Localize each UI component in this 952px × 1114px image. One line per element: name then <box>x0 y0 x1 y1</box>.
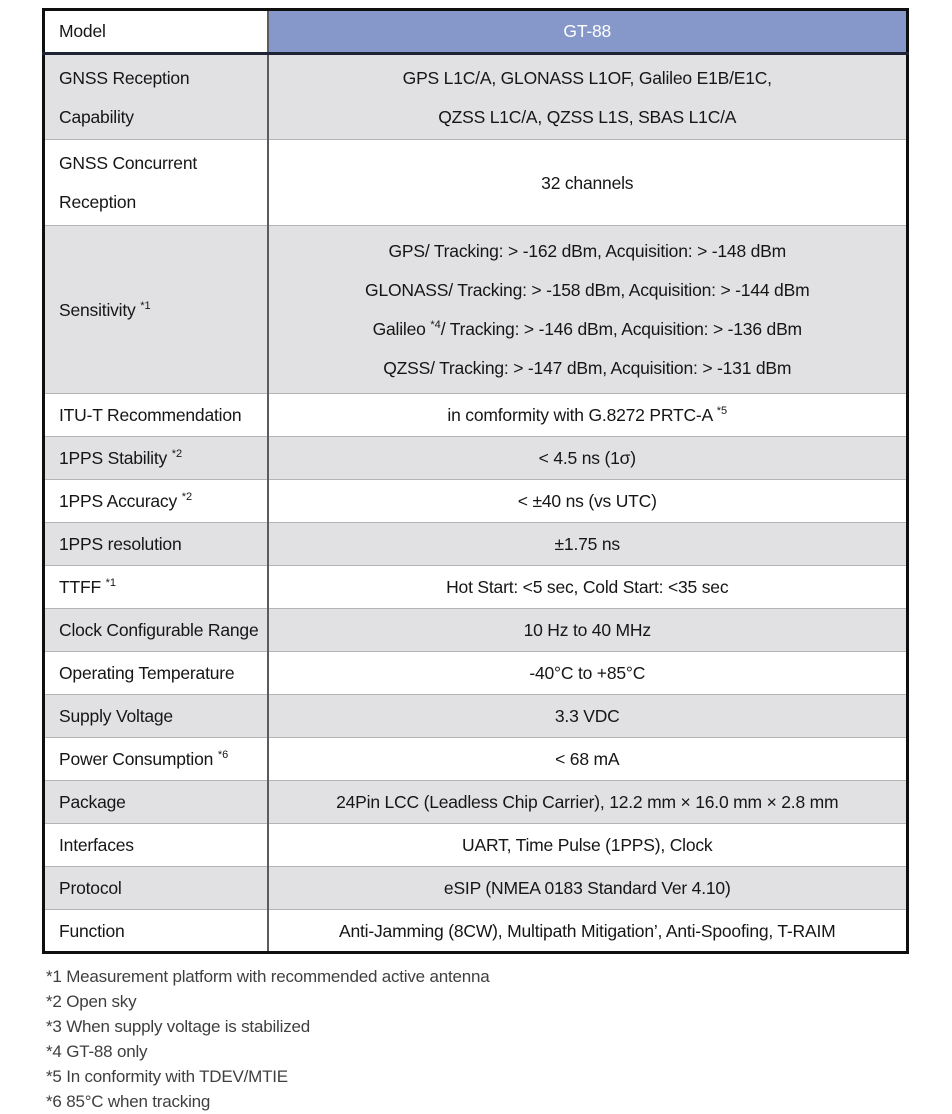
table-row <box>44 824 908 867</box>
label-line: GNSS Reception <box>59 67 190 88</box>
value-line: GLONASS/ Tracking: > -158 dBm, Acquisition: > -144 dBm <box>365 280 810 300</box>
footnote-item: *6 85°C when tracking <box>46 1092 211 1111</box>
spec-table <box>42 8 909 954</box>
label-line: Operating Temperature <box>59 663 235 683</box>
row-label <box>44 695 268 738</box>
row-label <box>44 652 268 695</box>
footnote-ref: *2 <box>171 448 183 461</box>
row-value <box>268 781 908 824</box>
row-value <box>268 140 908 226</box>
label-line: Clock Configurable Range <box>59 620 259 640</box>
table-row <box>44 695 908 738</box>
row-value <box>268 695 908 738</box>
row-value <box>268 54 908 140</box>
table-row <box>44 652 908 695</box>
label-line: Power Consumption $^{*6}$ <box>59 749 229 769</box>
label-line: Interfaces <box>59 835 134 855</box>
label-line: Package <box>59 792 126 812</box>
value-line: UART, Time Pulse (1PPS), Clock <box>462 835 713 855</box>
footnote-ref: *1 <box>140 299 151 312</box>
footnote-item: *2 Open sky <box>46 992 137 1011</box>
value-line: ±1.75 ns <box>554 534 620 554</box>
label-line: Reception <box>59 192 137 212</box>
model-header-value: GT-88 <box>268 10 908 54</box>
footnote-ref: *2 <box>181 491 193 504</box>
row-label <box>44 54 268 140</box>
header-row <box>44 10 908 54</box>
row-value <box>268 437 908 480</box>
value-line: 32 channels <box>541 172 634 193</box>
row-value <box>268 652 908 695</box>
row-value <box>268 910 908 953</box>
row-value <box>268 566 908 609</box>
value-line: Hot Start: <5 sec, Cold Start: <35 sec <box>446 577 729 597</box>
label-line: 1PPS Accuracy $^{*2}$ <box>59 491 193 511</box>
label-line: ITU-T Recommendation <box>59 405 242 425</box>
row-value <box>268 824 908 867</box>
footnote-item: *3 When supply voltage is stabilized <box>46 1017 311 1036</box>
table-row <box>44 781 908 824</box>
label-line: Protocol <box>59 878 122 898</box>
row-label <box>44 437 268 480</box>
value-line: GPS L1C/A, GLONASS L1OF, Galileo E1B/E1C, <box>402 67 772 88</box>
footnote-item: *5 In conformity with TDEV/MTIE <box>46 1067 288 1086</box>
row-label <box>44 824 268 867</box>
value-line: < ±40 ns (vs UTC) <box>517 491 657 511</box>
row-value <box>268 480 908 523</box>
model-header-label: Model <box>59 21 106 41</box>
row-label <box>44 523 268 566</box>
value-line: Galileo $^{*4}$/ Tracking: > -146 dBm, Acquisition: > -136 dBm <box>372 319 802 339</box>
value-line: 10 Hz to 40 MHz <box>523 620 651 640</box>
label-line: Capability <box>59 106 134 127</box>
value-line: eSIP (NMEA 0183 Standard Ver 4.10) <box>443 878 731 898</box>
row-label <box>44 738 268 781</box>
row-label <box>44 140 268 226</box>
table-row <box>44 226 908 394</box>
table-row <box>44 566 908 609</box>
value-line: 3.3 VDC <box>554 706 620 726</box>
table-row <box>44 394 908 437</box>
row-label <box>44 609 268 652</box>
value-line: < 68 mA <box>555 749 620 769</box>
row-label <box>44 480 268 523</box>
label-line: 1PPS Stability $^{*2}$ <box>59 448 183 468</box>
row-value <box>268 394 908 437</box>
table-row <box>44 140 908 226</box>
footnote-ref: *4 <box>430 319 441 332</box>
value-line: -40°C to +85°C <box>529 663 646 683</box>
table-row <box>44 738 908 781</box>
table-row <box>44 867 908 910</box>
row-label <box>44 781 268 824</box>
label-line: Sensitivity $^{*1}$ <box>59 299 151 320</box>
row-label <box>44 910 268 953</box>
row-value <box>268 738 908 781</box>
label-line: GNSS Concurrent <box>59 153 198 173</box>
table-row <box>44 910 908 953</box>
row-value <box>268 867 908 910</box>
footnote-ref: *6 <box>217 749 229 762</box>
table-row <box>44 480 908 523</box>
table-row <box>44 523 908 566</box>
footnote-ref: *5 <box>716 405 728 418</box>
value-line: QZSS L1C/A, QZSS L1S, SBAS L1C/A <box>438 106 737 127</box>
label-line: 1PPS resolution <box>59 534 182 554</box>
table-row <box>44 54 908 140</box>
row-value <box>268 523 908 566</box>
footnotes <box>42 954 952 1114</box>
value-line: in comformity with G.8272 PRTC-A $^{*5}$ <box>447 405 728 425</box>
spec-table-body <box>44 54 908 953</box>
value-line: QZSS/ Tracking: > -147 dBm, Acquisition: > -131 dBm <box>383 358 792 378</box>
value-line: Anti-Jamming (8CW), Multipath Mitigation’, Anti-Spoofing, T-RAIM <box>339 920 836 941</box>
value-line: < 4.5 ns (1σ) <box>538 448 636 468</box>
value-line: 24Pin LCC (Leadless Chip Carrier), 12.2 mm × 16.0 mm × 2.8 mm <box>336 792 839 812</box>
row-label <box>44 226 268 394</box>
table-row <box>44 437 908 480</box>
value-line: GPS/ Tracking: > -162 dBm, Acquisition: > -148 dBm <box>388 241 787 261</box>
row-value <box>268 609 908 652</box>
label-line: TTFF $^{*1}$ <box>59 577 117 597</box>
row-label <box>44 867 268 910</box>
row-value <box>268 226 908 394</box>
row-label <box>44 394 268 437</box>
footnote-item: *4 GT-88 only <box>46 1042 148 1061</box>
footnote-item: *1 Measurement platform with recommended active antenna <box>46 967 490 986</box>
row-label <box>44 566 268 609</box>
label-line: Supply Voltage <box>59 706 173 726</box>
table-row <box>44 609 908 652</box>
label-line: Function <box>59 920 125 941</box>
footnote-ref: *1 <box>105 577 117 590</box>
